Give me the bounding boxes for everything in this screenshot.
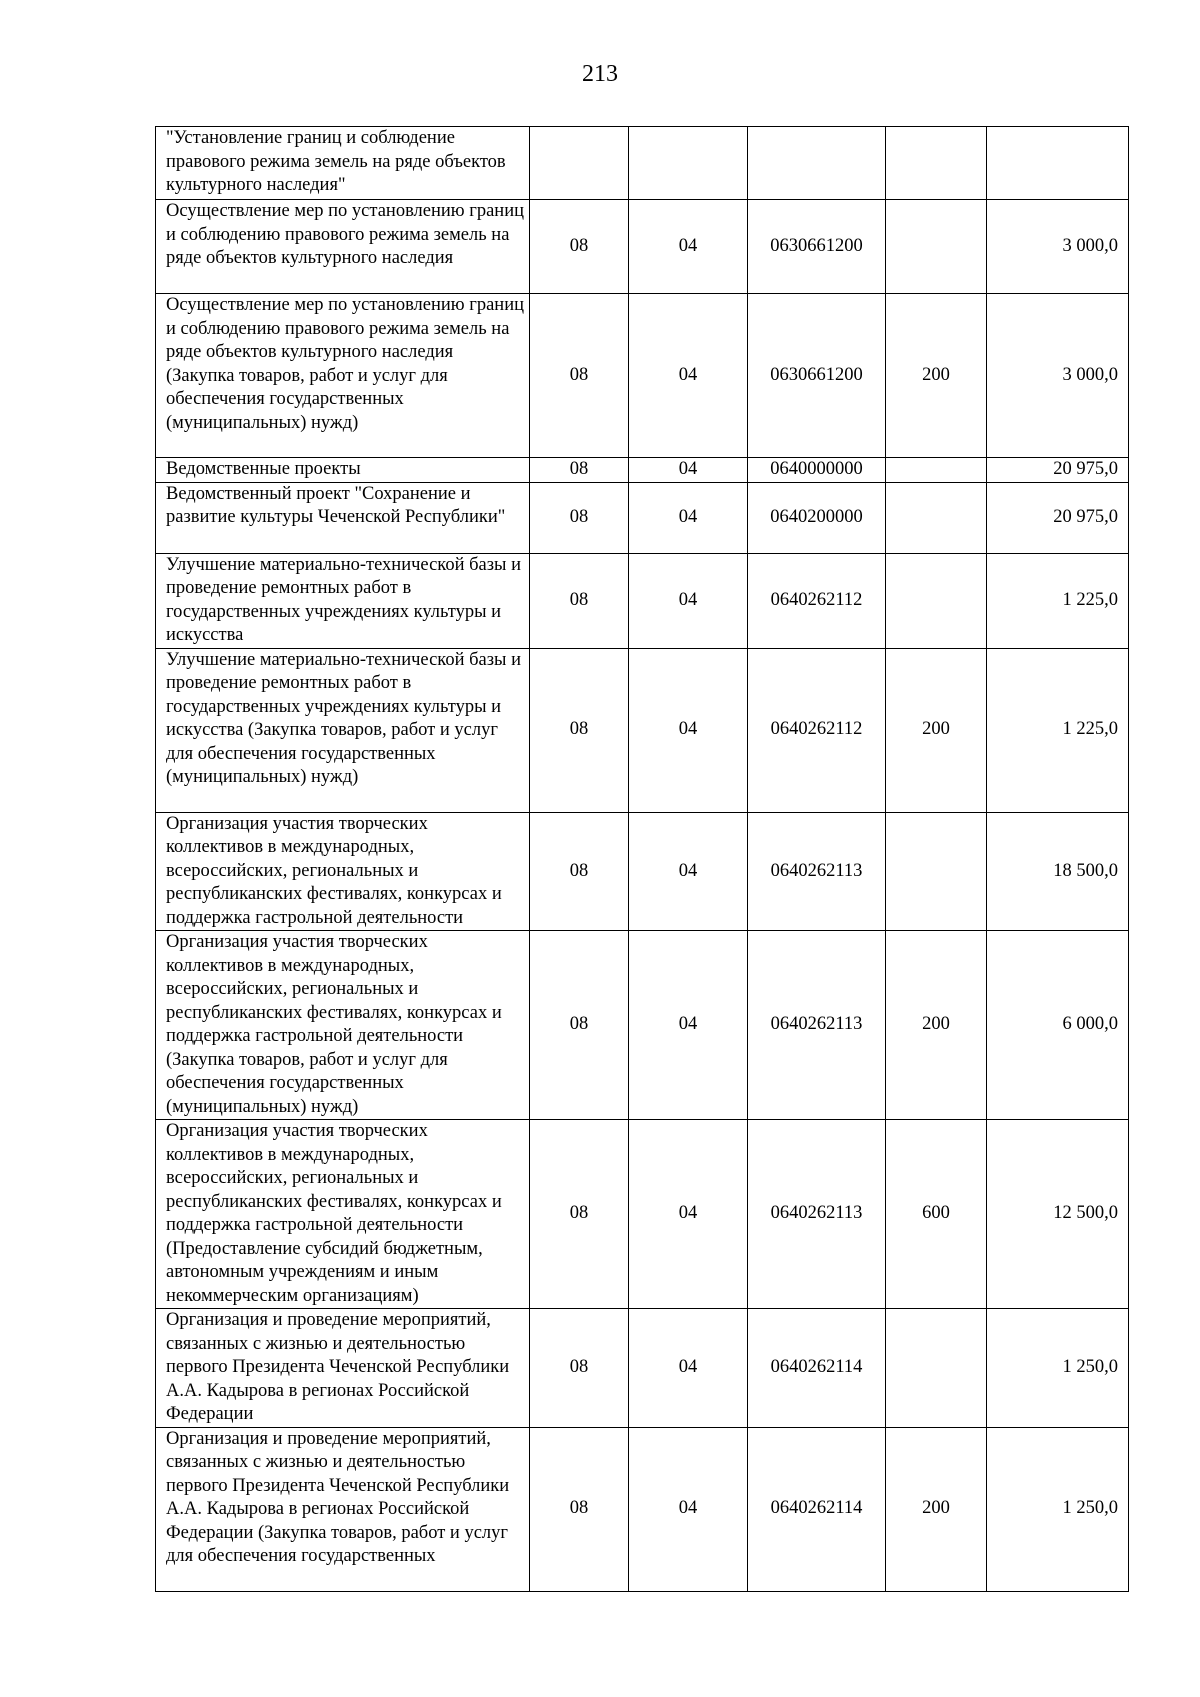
row-subsection: 04 (629, 1309, 748, 1428)
row-expense-type (886, 127, 987, 200)
row-amount (987, 127, 1129, 200)
row-expense-type: 200 (886, 294, 987, 458)
row-amount: 12 500,0 (987, 1120, 1129, 1309)
row-section: 08 (530, 200, 629, 294)
row-name: Организация участия творческих коллективов в международных, всероссийских, региональных и республиканских фестивалях, конкурсах и поддержка гастрольной деятельности (Предоставление субсидий бюджетным, автономным учреждениям и иным некоммерческим организациям) (156, 1120, 530, 1309)
row-amount: 3 000,0 (987, 294, 1129, 458)
row-target-article: 0640262112 (748, 553, 886, 648)
table-row (156, 1427, 1129, 1591)
row-name: Организация участия творческих коллективов в международных, всероссийских, региональных и республиканских фестивалях, конкурсах и поддержка гастрольной деятельности (156, 812, 530, 931)
row-subsection: 04 (629, 294, 748, 458)
row-subsection: 04 (629, 648, 748, 812)
row-expense-type (886, 482, 987, 553)
table-row (156, 458, 1129, 483)
row-amount: 1 250,0 (987, 1309, 1129, 1428)
row-subsection: 04 (629, 812, 748, 931)
row-target-article: 0640262114 (748, 1309, 886, 1428)
table-row (156, 931, 1129, 1120)
row-subsection: 04 (629, 1427, 748, 1591)
row-name: Ведомственный проект "Сохранение и развитие культуры Чеченской Республики" (156, 482, 530, 553)
row-section (530, 127, 629, 200)
budget-table (155, 126, 1129, 1592)
row-name: Ведомственные проекты (156, 458, 530, 483)
row-expense-type: 200 (886, 931, 987, 1120)
row-target-article (748, 127, 886, 200)
row-section: 08 (530, 1120, 629, 1309)
row-amount: 18 500,0 (987, 812, 1129, 931)
row-expense-type (886, 458, 987, 483)
row-subsection: 04 (629, 200, 748, 294)
row-name: Организация и проведение мероприятий, связанных с жизнью и деятельностью первого Президента Чеченской Республики А.А. Кадырова в регионах Российской Федерации (Закупка товаров, работ и услуг для обеспечения государственных (156, 1427, 530, 1591)
page-number: 213 (582, 61, 618, 87)
row-amount: 1 225,0 (987, 553, 1129, 648)
row-expense-type (886, 1309, 987, 1428)
row-subsection: 04 (629, 1120, 748, 1309)
row-subsection: 04 (629, 458, 748, 483)
table-row (156, 553, 1129, 648)
row-target-article: 0640262113 (748, 812, 886, 931)
row-subsection (629, 127, 748, 200)
table-row (156, 812, 1129, 931)
row-section: 08 (530, 1427, 629, 1591)
row-expense-type: 200 (886, 1427, 987, 1591)
table-row (156, 648, 1129, 812)
row-name: Осуществление мер по установлению границ и соблюдению правового режима земель на ряде объектов культурного наследия (Закупка товаров, работ и услуг для обеспечения государственных (муниципальных) нужд) (156, 294, 530, 458)
table-row (156, 1309, 1129, 1428)
table-row (156, 1120, 1129, 1309)
row-section: 08 (530, 294, 629, 458)
table-row (156, 127, 1129, 200)
row-amount: 20 975,0 (987, 458, 1129, 483)
row-target-article: 0630661200 (748, 294, 886, 458)
row-section: 08 (530, 482, 629, 553)
row-name: Организация и проведение мероприятий, связанных с жизнью и деятельностью первого Президента Чеченской Республики А.А. Кадырова в регионах Российской Федерации (156, 1309, 530, 1428)
row-section: 08 (530, 931, 629, 1120)
row-target-article: 0640262113 (748, 1120, 886, 1309)
row-subsection: 04 (629, 482, 748, 553)
row-amount: 6 000,0 (987, 931, 1129, 1120)
row-expense-type: 200 (886, 648, 987, 812)
row-subsection: 04 (629, 553, 748, 648)
row-target-article: 0640262112 (748, 648, 886, 812)
row-expense-type (886, 553, 987, 648)
row-target-article: 0640262114 (748, 1427, 886, 1591)
row-amount: 1 250,0 (987, 1427, 1129, 1591)
row-name: Осуществление мер по установлению границ и соблюдению правового режима земель на ряде объектов культурного наследия (156, 200, 530, 294)
row-target-article: 0640000000 (748, 458, 886, 483)
row-section: 08 (530, 648, 629, 812)
row-section: 08 (530, 458, 629, 483)
row-name: Улучшение материально-технической базы и проведение ремонтных работ в государственных учреждениях культуры и искусства (156, 553, 530, 648)
row-name: Организация участия творческих коллективов в международных, всероссийских, региональных и республиканских фестивалях, конкурсах и поддержка гастрольной деятельности (Закупка товаров, работ и услуг для обеспечения государственных (муниципальных) нужд) (156, 931, 530, 1120)
row-target-article: 0640200000 (748, 482, 886, 553)
row-amount: 20 975,0 (987, 482, 1129, 553)
row-target-article: 0630661200 (748, 200, 886, 294)
table-row (156, 294, 1129, 458)
table-row (156, 482, 1129, 553)
row-amount: 3 000,0 (987, 200, 1129, 294)
row-target-article: 0640262113 (748, 931, 886, 1120)
row-section: 08 (530, 812, 629, 931)
row-expense-type (886, 200, 987, 294)
table-row (156, 200, 1129, 294)
row-subsection: 04 (629, 931, 748, 1120)
row-name: "Установление границ и соблюдение правового режима земель на ряде объектов культурного наследия" (156, 127, 530, 200)
row-section: 08 (530, 1309, 629, 1428)
row-amount: 1 225,0 (987, 648, 1129, 812)
row-expense-type (886, 812, 987, 931)
row-expense-type: 600 (886, 1120, 987, 1309)
row-name: Улучшение материально-технической базы и проведение ремонтных работ в государственных учреждениях культуры и искусства (Закупка товаров, работ и услуг для обеспечения государственных (муниципальных) нужд) (156, 648, 530, 812)
row-section: 08 (530, 553, 629, 648)
